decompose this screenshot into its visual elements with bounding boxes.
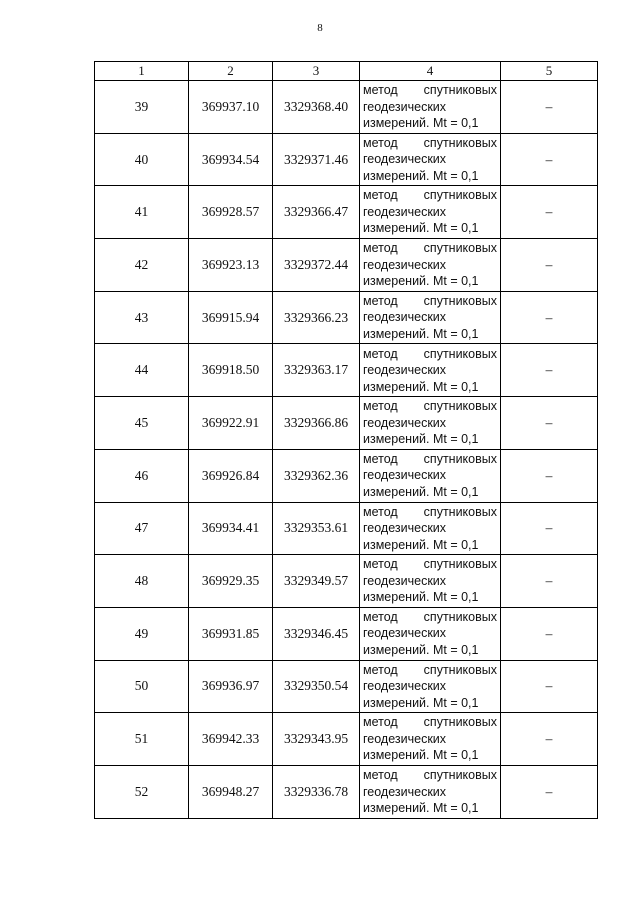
- y-coordinate-cell: 3329353.61: [273, 502, 360, 555]
- note-cell: –: [501, 239, 598, 292]
- y-coordinate-cell: 3329372.44: [273, 239, 360, 292]
- table-row: [95, 186, 598, 239]
- point-number-cell: 49: [95, 607, 189, 660]
- method-line: измерений. Mt = 0,1: [363, 590, 479, 605]
- table-row: [95, 344, 598, 397]
- method-cell: [360, 502, 501, 555]
- method-line: геодезических: [363, 257, 447, 272]
- method-line: геодезических: [363, 415, 447, 430]
- method-line: измерений. Mt = 0,1: [363, 432, 479, 447]
- y-coordinate-cell: 3329336.78: [273, 765, 360, 818]
- x-coordinate-cell: 369934.41: [189, 502, 273, 555]
- method-line: геодезических: [363, 468, 447, 483]
- method-line: геодезических: [363, 363, 447, 378]
- table-row: [95, 133, 598, 186]
- note-cell: –: [501, 449, 598, 502]
- x-coordinate-cell: 369937.10: [189, 81, 273, 134]
- x-coordinate-cell: 369928.57: [189, 186, 273, 239]
- method-cell: [360, 133, 501, 186]
- note-cell: –: [501, 81, 598, 134]
- method-line: геодезических: [363, 784, 447, 799]
- method-line: метод спутниковых: [363, 557, 497, 572]
- method-line: геодезических: [363, 99, 447, 114]
- y-coordinate-cell: 3329371.46: [273, 133, 360, 186]
- method-cell: [360, 239, 501, 292]
- method-line: измерений. Mt = 0,1: [363, 748, 479, 763]
- point-number-cell: 46: [95, 449, 189, 502]
- x-coordinate-cell: 369915.94: [189, 291, 273, 344]
- method-line: метод спутниковых: [363, 609, 497, 624]
- note-cell: –: [501, 555, 598, 608]
- x-coordinate-cell: 369948.27: [189, 765, 273, 818]
- point-number-cell: 41: [95, 186, 189, 239]
- method-line: измерений. Mt = 0,1: [363, 326, 479, 341]
- method-line: метод спутниковых: [363, 135, 497, 150]
- point-number-cell: 44: [95, 344, 189, 397]
- note-cell: –: [501, 502, 598, 555]
- method-line: геодезических: [363, 626, 447, 641]
- y-coordinate-cell: 3329366.23: [273, 291, 360, 344]
- method-line: геодезических: [363, 152, 447, 167]
- table-row: [95, 239, 598, 292]
- note-cell: –: [501, 660, 598, 713]
- method-line: метод спутниковых: [363, 188, 497, 203]
- x-coordinate-cell: 369922.91: [189, 397, 273, 450]
- method-cell: [360, 713, 501, 766]
- method-line: метод спутниковых: [363, 241, 497, 256]
- point-number-cell: 47: [95, 502, 189, 555]
- method-line: метод спутниковых: [363, 293, 497, 308]
- table-row: [95, 397, 598, 450]
- note-cell: –: [501, 397, 598, 450]
- point-number-cell: 40: [95, 133, 189, 186]
- method-line: измерений. Mt = 0,1: [363, 642, 479, 657]
- note-cell: –: [501, 344, 598, 397]
- point-number-cell: 42: [95, 239, 189, 292]
- method-line: измерений. Mt = 0,1: [363, 168, 479, 183]
- note-cell: –: [501, 186, 598, 239]
- method-cell: [360, 81, 501, 134]
- table-row: [95, 502, 598, 555]
- method-line: метод спутниковых: [363, 399, 497, 414]
- x-coordinate-cell: 369942.33: [189, 713, 273, 766]
- coordinates-table: [94, 61, 598, 819]
- y-coordinate-cell: 3329343.95: [273, 713, 360, 766]
- x-coordinate-cell: 369926.84: [189, 449, 273, 502]
- method-line: метод спутниковых: [363, 715, 497, 730]
- method-line: измерений. Mt = 0,1: [363, 695, 479, 710]
- column-header-3: 3: [273, 62, 360, 81]
- method-line: геодезических: [363, 679, 447, 694]
- y-coordinate-cell: 3329350.54: [273, 660, 360, 713]
- page-number: 8: [317, 22, 323, 34]
- y-coordinate-cell: 3329363.17: [273, 344, 360, 397]
- y-coordinate-cell: 3329366.86: [273, 397, 360, 450]
- note-cell: –: [501, 765, 598, 818]
- table-header-row: [95, 62, 598, 81]
- method-cell: [360, 765, 501, 818]
- x-coordinate-cell: 369918.50: [189, 344, 273, 397]
- method-line: измерений. Mt = 0,1: [363, 116, 479, 131]
- table-row: [95, 607, 598, 660]
- method-line: метод спутниковых: [363, 451, 497, 466]
- column-header-1: 1: [95, 62, 189, 81]
- method-line: измерений. Mt = 0,1: [363, 484, 479, 499]
- point-number-cell: 45: [95, 397, 189, 450]
- method-line: геодезических: [363, 731, 447, 746]
- point-number-cell: 52: [95, 765, 189, 818]
- table-row: [95, 449, 598, 502]
- x-coordinate-cell: 369934.54: [189, 133, 273, 186]
- coordinates-table-body: [95, 62, 598, 819]
- method-cell: [360, 344, 501, 397]
- method-cell: [360, 660, 501, 713]
- table-row: [95, 765, 598, 818]
- method-line: измерений. Mt = 0,1: [363, 537, 479, 552]
- column-header-5: 5: [501, 62, 598, 81]
- x-coordinate-cell: 369931.85: [189, 607, 273, 660]
- method-cell: [360, 397, 501, 450]
- method-cell: [360, 449, 501, 502]
- note-cell: –: [501, 607, 598, 660]
- method-cell: [360, 291, 501, 344]
- table-row: [95, 713, 598, 766]
- point-number-cell: 51: [95, 713, 189, 766]
- method-line: геодезических: [363, 204, 447, 219]
- method-line: измерений. Mt = 0,1: [363, 221, 479, 236]
- method-cell: [360, 555, 501, 608]
- point-number-cell: 43: [95, 291, 189, 344]
- y-coordinate-cell: 3329349.57: [273, 555, 360, 608]
- point-number-cell: 48: [95, 555, 189, 608]
- table-row: [95, 660, 598, 713]
- column-header-2: 2: [189, 62, 273, 81]
- method-line: метод спутниковых: [363, 504, 497, 519]
- method-line: метод спутниковых: [363, 83, 497, 98]
- column-header-4: 4: [360, 62, 501, 81]
- x-coordinate-cell: 369923.13: [189, 239, 273, 292]
- point-number-cell: 39: [95, 81, 189, 134]
- method-line: метод спутниковых: [363, 346, 497, 361]
- method-line: геодезических: [363, 521, 447, 536]
- method-line: метод спутниковых: [363, 768, 497, 783]
- method-line: измерений. Mt = 0,1: [363, 379, 479, 394]
- table-row: [95, 81, 598, 134]
- y-coordinate-cell: 3329346.45: [273, 607, 360, 660]
- table-row: [95, 291, 598, 344]
- y-coordinate-cell: 3329362.36: [273, 449, 360, 502]
- method-line: измерений. Mt = 0,1: [363, 274, 479, 289]
- y-coordinate-cell: 3329368.40: [273, 81, 360, 134]
- method-cell: [360, 607, 501, 660]
- x-coordinate-cell: 369929.35: [189, 555, 273, 608]
- method-line: геодезических: [363, 573, 447, 588]
- y-coordinate-cell: 3329366.47: [273, 186, 360, 239]
- method-cell: [360, 186, 501, 239]
- note-cell: –: [501, 713, 598, 766]
- table-row: [95, 555, 598, 608]
- method-line: метод спутниковых: [363, 662, 497, 677]
- note-cell: –: [501, 291, 598, 344]
- method-line: измерений. Mt = 0,1: [363, 801, 479, 816]
- point-number-cell: 50: [95, 660, 189, 713]
- method-line: геодезических: [363, 310, 447, 325]
- x-coordinate-cell: 369936.97: [189, 660, 273, 713]
- note-cell: –: [501, 133, 598, 186]
